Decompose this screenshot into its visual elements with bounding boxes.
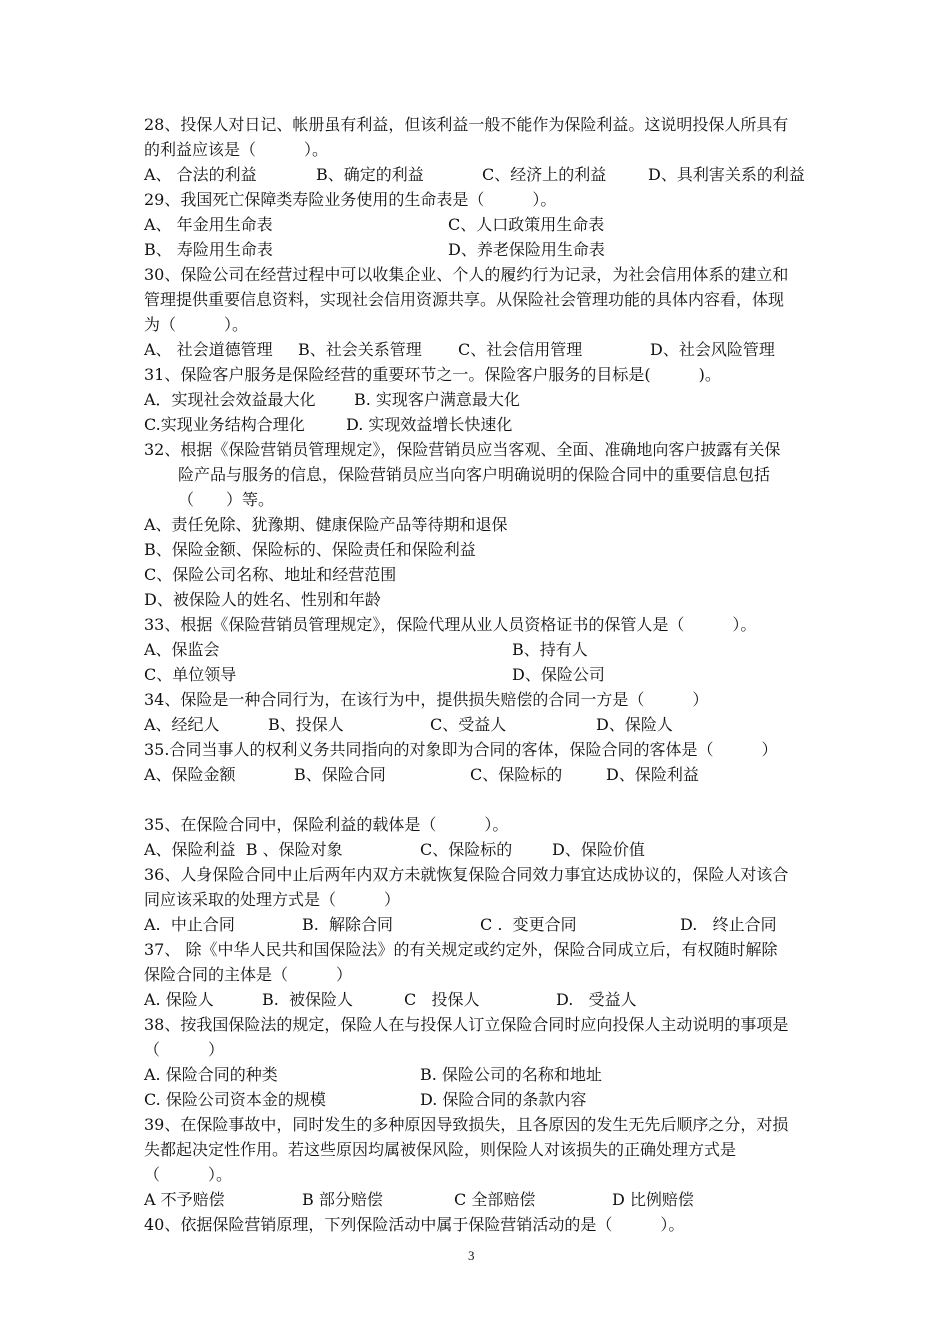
text-line: D、被保险人的姓名、性别和年龄	[144, 590, 381, 609]
text-line: B、社会关系管理	[298, 340, 422, 359]
text-line: 40、依据保险营销原理，下列保险活动中属于保险营销活动的是（ ）。	[144, 1215, 685, 1234]
page-number: 3	[468, 1248, 475, 1263]
text-line: B. 实现客户满意最大化	[354, 390, 520, 409]
text-line: C、保险公司名称、地址和经营范围	[144, 565, 397, 584]
text-line: A、责任免除、犹豫期、健康保险产品等待期和退保	[144, 515, 508, 534]
text-line: B、投保人	[268, 715, 344, 734]
text-line: A、保险金额	[144, 765, 236, 784]
text-line: C、经济上的利益	[482, 165, 607, 184]
text-line: B、保险金额、保险标的、保险责任和保险利益	[144, 540, 476, 559]
text-line: D、保险人	[596, 715, 673, 734]
text-line: C、保险标的	[470, 765, 563, 784]
text-line: C. 保险公司资本金的规模	[144, 1090, 326, 1109]
text-line: A、保监会	[144, 640, 220, 659]
text-line: A. 中止合同	[144, 915, 235, 934]
text-line: D、具利害关系的利益	[648, 165, 805, 184]
text-line: D、养老保险用生命表	[448, 240, 605, 259]
text-line: 35.合同当事人的权利义务共同指向的对象即为合同的客体，保险合同的客体是（ ）	[144, 740, 778, 759]
text-line: （ ）	[144, 1040, 225, 1059]
text-line: A、经纪人	[144, 715, 220, 734]
text-line: C、单位领导	[144, 665, 237, 684]
text-line: D、社会风险管理	[650, 340, 775, 359]
text-line: A、保险利益 B 、保险对象	[144, 840, 343, 859]
text-line: B、保险合同	[294, 765, 386, 784]
text-line: C、保险标的	[420, 840, 513, 859]
text-line: D. 保险合同的条款内容	[420, 1090, 587, 1109]
text-line: 34、保险是一种合同行为，在该行为中，提供损失赔偿的合同一方是（ ）	[144, 690, 709, 709]
text-line: C 全部赔偿	[454, 1190, 536, 1209]
text-line: C、人口政策用生命表	[448, 215, 605, 234]
text-line: D 比例赔偿	[612, 1190, 694, 1209]
text-line: 30、保险公司在经营过程中可以收集企业、个人的履约行为记录，为社会信用体系的建立和	[144, 265, 789, 284]
text-line: （ ）等。	[178, 490, 275, 509]
text-line: 32、根据《保险营销员管理规定》，保险营销员应当客观、全面、准确地向客户披露有关保	[144, 440, 781, 459]
text-line: 31、保险客户服务是保险经营的重要环节之一。保险客户服务的目标是( )。	[144, 365, 721, 384]
text-line: 28、投保人对日记、帐册虽有利益，但该利益一般不能作为保险利益。这说明投保人所具有	[144, 115, 789, 134]
text-line: B 部分赔偿	[302, 1190, 383, 1209]
text-line: D. 受益人	[556, 990, 637, 1009]
text-line: （ ）。	[144, 1165, 233, 1184]
text-line: B. 解除合同	[302, 915, 394, 934]
text-line: C、受益人	[430, 715, 507, 734]
text-line: 38、按我国保险法的规定，保险人在与投保人订立保险合同时应向投保人主动说明的事项是	[144, 1015, 789, 1034]
text-line: C 投保人	[404, 990, 480, 1009]
text-line: D、保险公司	[512, 665, 605, 684]
text-line: A、 社会道德管理	[144, 340, 273, 359]
text-line: 同应该采取的处理方式是（ ）	[144, 890, 401, 909]
text-line: C、社会信用管理	[458, 340, 583, 359]
text-line: B、持有人	[512, 640, 588, 659]
text-line: A．实现社会效益最大化	[144, 390, 316, 409]
text-line: 29、我国死亡保障类寿险业务使用的生命表是（ ）。	[144, 190, 557, 209]
text-line: B. 保险公司的名称和地址	[420, 1065, 602, 1084]
text-line: B、确定的利益	[316, 165, 424, 184]
text-line: D. 终止合同	[680, 915, 777, 934]
text-line: A. 保险合同的种类	[144, 1065, 278, 1084]
text-line: D. 实现效益增长快速化	[346, 415, 513, 434]
text-line: A 不予赔偿	[144, 1190, 225, 1209]
text-line: 39、在保险事故中，同时发生的多种原因导致损失，且各原因的发生无先后顺序之分，对损	[144, 1115, 789, 1134]
text-line: B. 被保险人	[262, 990, 354, 1009]
text-line: C.实现业务结构合理化	[144, 415, 305, 434]
text-line: D、保险利益	[606, 765, 699, 784]
text-line: 的利益应该是（ ）。	[144, 140, 329, 159]
text-line: D、保险价值	[552, 840, 645, 859]
text-line: 33、根据《保险营销员管理规定》，保险代理从业人员资格证书的保管人是（ ）。	[144, 615, 757, 634]
text-line: A、 合法的利益	[144, 165, 257, 184]
text-line: 失都起决定性作用。若这些原因均属被保风险，则保险人对该损失的正确处理方式是	[144, 1140, 737, 1159]
text-line: A. 保险人	[144, 990, 214, 1009]
text-line: 为（ ）。	[144, 315, 249, 334]
text-line: 险产品与服务的信息，保险营销员应当向客户明确说明的保险合同中的重要信息包括	[178, 465, 771, 484]
text-line: 35、在保险合同中，保险利益的载体是（ ）。	[144, 815, 509, 834]
text-line: 管理提供重要信息资料，实现社会信用资源共享。从保险社会管理功能的具体内容看，体现	[144, 290, 785, 309]
text-line: 36、人身保险合同中止后两年内双方未就恢复保险合同效力事宜达成协议的，保险人对该合	[144, 865, 789, 884]
text-line: 保险合同的主体是（ ）	[144, 965, 353, 984]
text-line: B、 寿险用生命表	[144, 240, 273, 259]
text-line: C . 变更合同	[480, 915, 577, 934]
text-line: A、 年金用生命表	[144, 215, 273, 234]
text-line: 37、 除《中华人民共和国保险法》的有关规定或约定外，保险合同成立后，有权随时解除	[144, 940, 778, 959]
